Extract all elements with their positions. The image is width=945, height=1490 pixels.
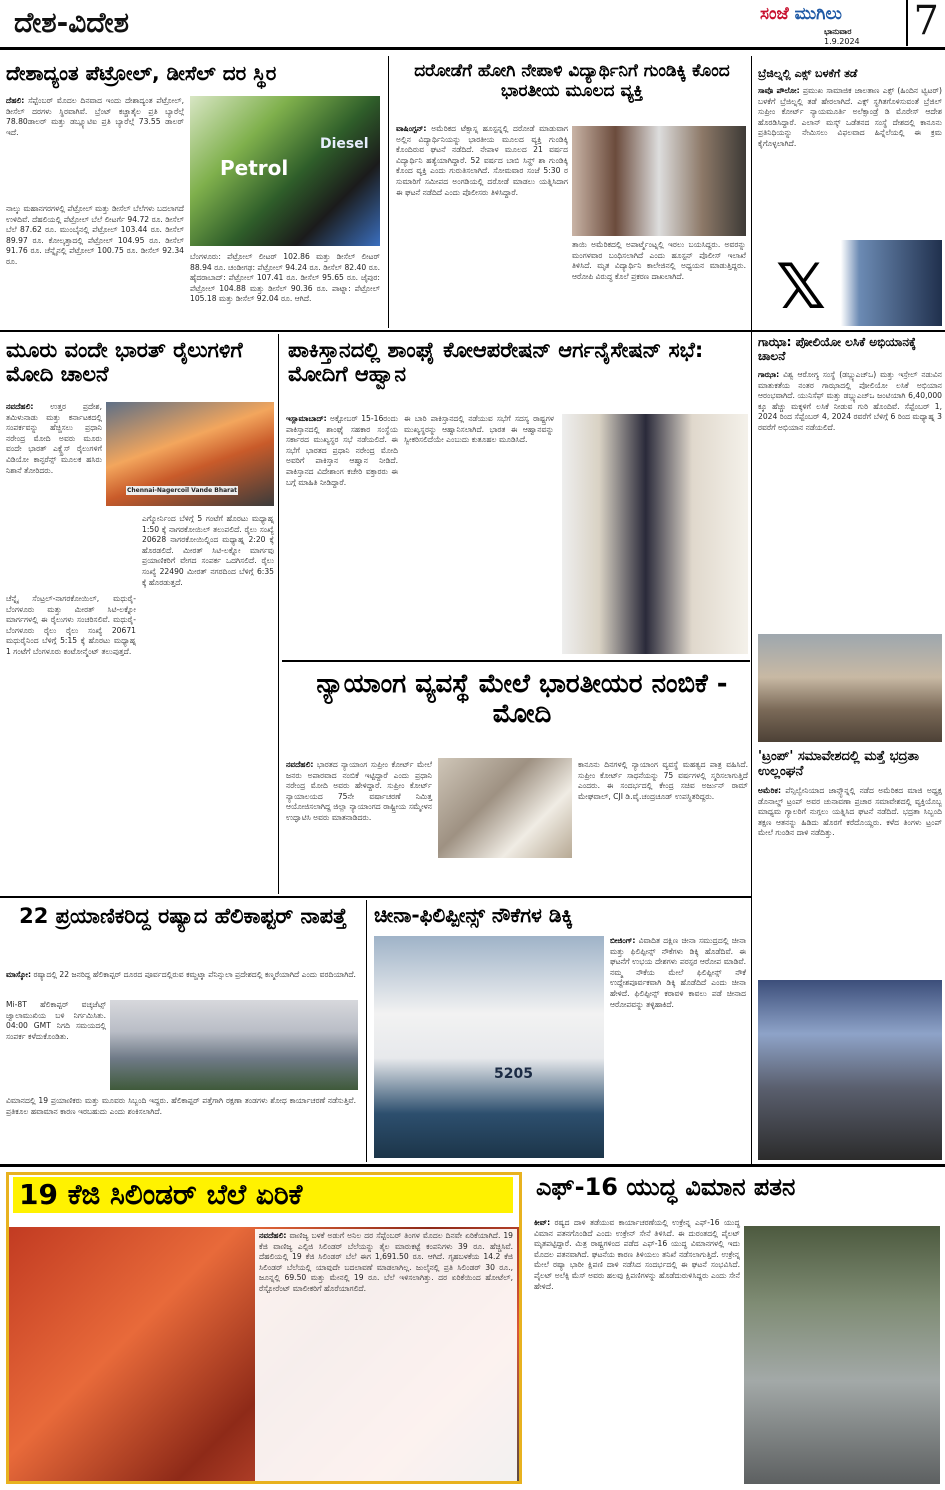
headline: ಬ್ರೆಜಿಲ್ನಲ್ಲಿ ಎಕ್ಸ್ ಬಳಕೆಗೆ ತಡೆ — [758, 67, 858, 80]
section-rule — [0, 330, 752, 332]
article-body: ಚೆನ್ನೈ ಸೆಂಟ್ರಲ್-ನಾಗರಕೋಯಿಲ್, ಮಧುರೈ-ಬೆಂಗಳೂರು ಮತ್ತು ಮೀರತ್ ಸಿಟಿ-ಲಕ್ನೋ ಮಾರ್ಗಗಳಲ್ಲಿ ಈ ರೈಲುಗಳು ಸಂಚರಿಸಲಿವೆ. ಮಧುರೈ-ಬೆಂಗಳೂರು ರೈಲು ರೈಲು ಸಂಖ್ಯೆ 20671 ಮಧುರೈನಿಂದ ಬೆಳಿಗ್ಗೆ 5:15 ಕ್ಕೆ ಹೊರಟು ಮಧ್ಯಾಹ್ನ 1 ಗಂಟೆಗೆ ಬೆಂಗಳೂರು ಕಂಟೋನ್ಮೆಂಟ್ ತಲುಪುತ್ತದೆ. — [6, 594, 136, 656]
headline: ಗಾಝಾ: ಪೋಲಿಯೋ ಲಸಿಕೆ ಅಭಿಯಾನಕ್ಕೆ ಚಾಲನೆ — [758, 335, 917, 363]
body-paragraph: ಅಮೆರಿಕದ ಟೆಕ್ಸಾಸ್ನ ಹೂಸ್ಟನ್ನಲ್ಲಿ ದರೋಡೆ ಮಾಡುವಾಗ ಅಲ್ಲಿನ ವಿದ್ಯಾರ್ಥಿನಿಯನ್ನು ಭಾರತೀಯ ಮೂಲದ ವ್ಯಕ್ತಿ ಗುಂಡಿಕ್ಕಿ ಕೊಂದಿರುವ ಘಟನೆ ನಡೆದಿದೆ. ನೇಪಾಳ ಮೂಲದ 21 ವರ್ಷದ ವಿದ್ಯಾರ್ಥಿನಿ ಹತ್ಯೆಯಾಗಿದ್ದಾರೆ. 52 ವರ್ಷದ ಬಾಬಿ ಸಿನ್ಹ್ ಶಾ ಗುಂಡಿಕ್ಕಿ ಕೊಂದ ವ್ಯಕ್ತಿ ಎಂದು ಗುರುತಿಸಲಾಗಿದೆ. ಸೋಮವಾರ ಸಂಜೆ 5:30 ರ ಸುಮಾರಿಗೆ ಸಮೀಪದ ಅಂಗಡಿಯಲ್ಲಿ ದರೋಡೆ ಮಾಡಲು ಯತ್ನಿಸಿದಾಗ ಈ ಘಟನೆ ನಡೆದಿದೆ ಎಂದು ಪೊಲೀಸರು ತಿಳಿಸಿದ್ದಾರೆ. — [396, 124, 568, 197]
section-title: ದೇಶ-ವಿದೇಶ — [14, 6, 129, 39]
coast-guard-ship-photo — [374, 936, 604, 1158]
body-paragraph: ಸೆಪ್ಟೆಂಬರ್ ಮೊದಲ ದಿನವಾದ ಇಂದು ದೇಶಾದ್ಯಂತ ಪೆಟ್ರೋಲ್, ಡೀಸೆಲ್ ದರಗಳು ಸ್ಥಿರವಾಗಿವೆ. ಬ್ರೆಂಟ್ ಕಚ್ಚಾತೈಲ ಪ್ರತಿ ಬ್ಯಾರೆಲ್ಗೆ 78.80ಡಾಲರ್ ಮತ್ತು ಡಬ್ಲ್ಯೂಟಿಐ ಪ್ರತಿ ಬ್ಯಾರೆಲ್ಗೆ 73.55 ಡಾಲರ್ ಇದೆ. — [6, 96, 184, 137]
article-body: Mi-8T ಹೆಲಿಕಾಪ್ಟರ್ ವಚ್ಕಜೆಟ್ಸ್ ಜ್ವಾಲಾಮುಖಿಯ ಬಳಿ ನಿರ್ಗಮಿಸಿತು. 04:00 GMT ನಿಗದಿ ಸಮಯದಲ್ಲಿ ಸಂಪರ್ಕ ಕಳೆದುಕೊಂಡಿತು. — [6, 1000, 106, 1041]
train-sign-label: Chennai-Nagercoil Vande Bharat — [127, 487, 238, 494]
x-logo-icon: 𝕏 — [776, 250, 826, 323]
f16-jet-photo — [744, 1226, 940, 1484]
gaza-rubble-photo — [758, 634, 942, 742]
article-body: ತಾಯಿ ಅಮೆರಿಕದಲ್ಲಿ ಅಪಾರ್ಟ್ಮೆಂಟ್ನಲ್ಲಿ ಇರಲು ಬಯಸಿದ್ದರು. ಅವರನ್ನು ಮಂಗಳವಾರ ಬಂಧಿಸಲಾಗಿದೆ ಎಂದು ಹೂಸ್ಟನ್ ಪೊಲೀಸ್ ಇಲಾಖೆ ತಿಳಿಸಿದೆ. ಮೃತ ವಿದ್ಯಾರ್ಥಿನಿ ಕಾಲೇಜಿನಲ್ಲಿ ಅಧ್ಯಯನ ಮಾಡುತ್ತಿದ್ದರು. ಆರೋಪಿ ವಿರುದ್ಧ ಕೊಲೆ ಪ್ರಕರಣ ದಾಖಲಾಗಿದೆ. — [572, 240, 746, 281]
column-rule — [751, 56, 752, 1166]
victim-and-accused-photo — [572, 126, 746, 236]
headline: 19 ಕೆಜಿ ಸಿಲಿಂಡರ್ ಬೆಲೆ ಏರಿಕೆ — [13, 1177, 513, 1213]
petrol-label: Petrol — [220, 156, 289, 180]
modi-meeting-photo — [562, 414, 748, 654]
dateline: ಬೀಜಿಂಗ್: — [610, 936, 636, 945]
page-number: 7 — [906, 0, 939, 46]
headline: ಎಫ್-16 ಯುದ್ಧ ವಿಮಾನ ಪತನ — [536, 1173, 796, 1201]
article-petrol — [0, 56, 385, 328]
article-body — [534, 1218, 740, 1484]
article-body — [758, 370, 942, 636]
brand-logo-left: ಸಂಜೆ — [760, 4, 789, 24]
article-body: ನಾಲ್ಕು ಮಹಾನಗರಗಳಲ್ಲಿ ಪೆಟ್ರೋಲ್ ಮತ್ತು ಡೀಸೆಲ್ ಬೆಲೆಗಳು ಬದಲಾಗದೆ ಉಳಿದಿವೆ. ದೆಹಲಿಯಲ್ಲಿ ಪೆಟ್ರೋಲ್ ಬೆಲೆ ಲೀಟರ್ಗೆ 94.72 ರೂ. ಡೀಸೆಲ್ ಬೆಲೆ 87.62 ರೂ. ಮುಂಬೈನಲ್ಲಿ ಪೆಟ್ರೋಲ್ 103.44 ರೂ. ಡೀಸೆಲ್ 89.97 ರೂ. ಕೋಲ್ಕತ್ತಾದಲ್ಲಿ ಪೆಟ್ರೋಲ್ 104.95 ರೂ. ಡೀಸೆಲ್ 91.76 ರೂ. ಚೆನ್ನೈನಲ್ಲಿ ಪೆಟ್ರೋಲ್ 100.75 ರೂ. ಡೀಸೆಲ್ 92.34 ರೂ. — [6, 204, 184, 266]
issue-day: ಭಾನುವಾರ — [824, 27, 852, 36]
article-cylinder-price — [6, 1172, 522, 1484]
article-body: ವಿಮಾನದಲ್ಲಿ 19 ಪ್ರಯಾಣಿಕರು ಮತ್ತು ಮೂವರು ಸಿಬ್ಬಂದಿ ಇದ್ದರು. ಹೆಲಿಕಾಪ್ಟರ್ ಪತ್ತೆಗಾಗಿ ರಕ್ಷಣಾ ತಂಡಗಳು ಶೋಧ ಕಾರ್ಯಾಚರಣೆ ನಡೆಸುತ್ತಿವೆ. ಪ್ರತಿಕೂಲ ಹವಾಮಾನ ಕಾರಣ ಇರಬಹುದು ಎಂದು ಶಂಕಿಸಲಾಗಿದೆ. — [6, 1096, 356, 1116]
dateline: ಮಾಸ್ಕೋ: — [6, 970, 32, 979]
dateline: ಗಾಝಾ: — [758, 370, 780, 379]
article-body: ಕಾನೂನು ದಿನಗಳಲ್ಲಿ ನ್ಯಾಯಾಂಗ ವ್ಯವಸ್ಥೆ ಮಹತ್ವದ ಪಾತ್ರ ವಹಿಸಿದೆ. ಸುಪ್ರೀಂ ಕೋರ್ಟ್ ಸಾಧನೆಯನ್ನು 75 ವರ್ಷಗಳಲ್ಲಿ ಸ್ಮರಿಸಲಾಗುತ್ತಿದೆ ಎಂದರು. ಈ ಸಂದರ್ಭದಲ್ಲಿ ಕೇಂದ್ರ ಸಚಿವ ಅರ್ಜುನ್ ರಾಮ್ ಮೇಘವಾಲ್, CJI ಡಿ.ವೈ.ಚಂದ್ರಚೂಡ್ ಉಪಸ್ಥಿತರಿದ್ದರು. — [578, 760, 748, 801]
article-body — [396, 124, 568, 324]
body-paragraph: ಪೆನ್ಸಿಲ್ವೇನಿಯಾದ ಜಾನ್ಸ್ಟೌನ್ನಲ್ಲಿ ನಡೆದ ಅಮೆರಿಕದ ಮಾಜಿ ಅಧ್ಯಕ್ಷ ಡೊನಾಲ್ಡ್ ಟ್ರಂಪ್ ಅವರ ಚುನಾವಣಾ ಪ್ರಚಾರ ಸಮಾವೇಶದಲ್ಲಿ ವ್ಯಕ್ತಿಯೊಬ್ಬ ಮಾಧ್ಯಮ ಗ್ಯಾಲರಿಗೆ ನುಗ್ಗಲು ಯತ್ನಿಸಿದ ಘಟನೆ ನಡೆದಿದೆ. ಭದ್ರತಾ ಸಿಬ್ಬಂದಿ ತಕ್ಷಣ ಆತನನ್ನು ಹಿಡಿದು ಹೊರಗೆ ಕರೆದೊಯ್ದರು. ಕಳೆದ ತಿಂಗಳು ಟ್ರಂಪ್ ಮೇಲೆ ಗುಂಡಿನ ದಾಳಿ ನಡೆದಿತ್ತು. — [758, 786, 942, 838]
article-body — [255, 1229, 517, 1481]
vande-bharat-train-photo — [106, 402, 274, 506]
body-paragraph: ಅಕ್ಟೋಬರ್ 15-16ರಂದು ಪಾಕಿಸ್ತಾನದಲ್ಲಿ ಶಾಂಘೈ ಸಹಕಾರ ಸಂಸ್ಥೆಯ ಸರ್ಕಾರದ ಮುಖ್ಯಸ್ಥರ ಸಭೆ ನಡೆಯಲಿದೆ. ಈ ಸಭೆಗೆ ಭಾರತದ ಪ್ರಧಾನಿ ನರೇಂದ್ರ ಮೋದಿ ಅವರಿಗೆ ಪಾಕಿಸ್ತಾನ ಆಹ್ವಾನ ನೀಡಿದೆ. ಪಾಕಿಸ್ತಾನದ ವಿದೇಶಾಂಗ ಕಚೇರಿ ವಕ್ತಾರರು ಈ ಬಗ್ಗೆ ಮಾಹಿತಿ ನೀಡಿದ್ದಾರೆ. — [286, 414, 398, 487]
article-gaza-polio — [754, 334, 945, 744]
article-body — [758, 86, 942, 236]
body-paragraph: ಉತ್ತರ ಪ್ರದೇಶ, ತಮಿಳುನಾಡು ಮತ್ತು ಕರ್ನಾಟಕದಲ್ಲಿ ಸಂಪರ್ಕವನ್ನು ಹೆಚ್ಚಿಸಲು ಪ್ರಧಾನಿ ನರೇಂದ್ರ ಮೋದಿ ಅವರು ಮೂರು ವಂದೇ ಭಾರತ್ ಎಕ್ಸ್ಪ್ರೆಸ್ ರೈಲುಗಳಿಗೆ ವಿಡಿಯೋ ಕಾನ್ಫರೆನ್ಸ್ ಮೂಲಕ ಹಸಿರು ನಿಶಾನೆ ತೋರಿದರು. — [6, 402, 102, 475]
body-paragraph: ಪ್ರಮುಖ ಸಾಮಾಜಿಕ ಜಾಲತಾಣ ಎಕ್ಸ್ (ಹಿಂದಿನ ಟ್ವಿಟರ್) ಬಳಕೆಗೆ ಬ್ರೆಜಿಲ್ನಲ್ಲಿ ತಡೆ ಹೇರಲಾಗಿದೆ. ಎಕ್ಸ್ ಸ್ಥಗಿತಗೊಳಿಸುವಂತೆ ಬ್ರೆಜಿಲ್ ಸುಪ್ರೀಂ ಕೋರ್ಟ್ ನ್ಯಾಯಮೂರ್ತಿ ಅಲೆಕ್ಸಾಂಡ್ರೆ ಡಿ ಮೊರೇಸ್ ಆದೇಶ ಹೊರಡಿಸಿದ್ದಾರೆ. ಎಲಾನ್ ಮಸ್ಕ್ ಒಡೆತನದ ಸಂಸ್ಥೆ ದೇಶದಲ್ಲಿ ಕಾನೂನು ಪ್ರತಿನಿಧಿಯನ್ನು ನೇಮಿಸಲು ವಿಫಲವಾದ ಹಿನ್ನೆಲೆಯಲ್ಲಿ ಈ ಕ್ರಮ ಕೈಗೊಳ್ಳಲಾಗಿದೆ. — [758, 86, 942, 148]
article-judiciary-modi — [282, 664, 750, 894]
article-sco-meeting — [282, 334, 750, 658]
section-rule — [0, 896, 752, 898]
column-rule — [278, 334, 279, 894]
headline: ಚೀನಾ-ಫಿಲಿಪ್ಪೀನ್ಸ್ ನೌಕೆಗಳ ಡಿಕ್ಕಿ — [374, 903, 573, 927]
article-body — [6, 402, 102, 592]
ship-number-label: 5205 — [494, 1066, 533, 1082]
section-rule — [752, 330, 945, 332]
fuel-pump-photo — [190, 96, 380, 246]
dateline: ದೆಹಲಿ: — [6, 96, 25, 105]
dateline: ಸಾವೊ ಪೌಲೋ: — [758, 86, 800, 95]
section-header — [0, 0, 752, 50]
section-rule — [282, 660, 750, 662]
body-paragraph: ವಿವಾದಿತ ದಕ್ಷಿಣ ಚೀನಾ ಸಮುದ್ರದಲ್ಲಿ ಚೀನಾ ಮತ್ತು ಫಿಲಿಪ್ಪೀನ್ಸ್ ನೌಕೆಗಳು ಡಿಕ್ಕಿ ಹೊಡೆದಿವೆ. ಈ ಘಟನೆಗೆ ಉಭಯ ದೇಶಗಳು ಪರಸ್ಪರ ಆರೋಪ ಮಾಡಿವೆ. ನಮ್ಮ ನೌಕೆಯ ಮೇಲೆ ಫಿಲಿಪ್ಪೀನ್ಸ್ ನೌಕೆ ಉದ್ದೇಶಪೂರ್ವಕವಾಗಿ ಡಿಕ್ಕಿ ಹೊಡೆದಿದೆ ಎಂದು ಚೀನಾ ಹೇಳಿದೆ. ಫಿಲಿಪ್ಪೀನ್ಸ್ ಕರಾವಳಿ ಕಾವಲು ಪಡೆ ಚೀನಾದ ಆರೋಪವನ್ನು ತಳ್ಳಿಹಾಕಿದೆ. — [610, 936, 747, 1009]
dateline: ನವದೆಹಲಿ: — [6, 402, 34, 411]
body-paragraph: ರಷ್ಯದ ದಾಳಿ ತಡೆಯುವ ಕಾರ್ಯಾಚರಣೆಯಲ್ಲಿ ಉಕ್ರೇನ್ನ ಎಫ್-16 ಯುದ್ಧ ವಿಮಾನ ಪತನಗೊಂಡಿದೆ ಎಂದು ಉಕ್ರೇನ್ ಸೇನೆ ತಿಳಿಸಿದೆ. ಈ ದುರಂತದಲ್ಲಿ ಪೈಲಟ್ ಮೃತಪಟ್ಟಿದ್ದಾರೆ. ಮಿತ್ರ ರಾಷ್ಟ್ರಗಳಿಂದ ಪಡೆದ ಎಫ್-16 ಯುದ್ಧ ವಿಮಾನಗಳಲ್ಲಿ ಇದು ಮೊದಲ ಪತನವಾಗಿದೆ. ಘಟನೆಯ ಕಾರಣ ತಿಳಿಯಲು ತನಿಖೆ ನಡೆಸಲಾಗುತ್ತಿದೆ. ಉಕ್ರೇನ್ನ ಮೇಲೆ ರಷ್ಯಾ ಭಾರೀ ಕ್ಷಿಪಣಿ ದಾಳಿ ನಡೆಸಿದ ಸಂದರ್ಭದಲ್ಲಿ ಈ ಘಟನೆ ಸಂಭವಿಸಿದೆ. ಪೈಲಟ್ ಅಲೆಕ್ಸಿ ಮೆಸ್ ಅವರು ಹಲವು ಕ್ಷಿಪಣಿಗಳನ್ನು ಹೊಡೆದುರುಳಿಸಿದ್ದರು ಎಂದು ಸೇನೆ ಹೇಳಿದೆ. — [534, 1218, 740, 1291]
article-body — [286, 414, 398, 654]
article-body — [6, 970, 356, 1000]
dateline: ನವದೆಹಲಿ: — [259, 1231, 287, 1240]
newspaper-brand — [752, 0, 945, 50]
body-paragraph: ಭಾರತದ ನ್ಯಾಯಾಂಗ ಸುಪ್ರೀಂ ಕೋರ್ಟ್ ಮೇಲೆ ಜನರು ಅಪಾರವಾದ ನಂಬಿಕೆ ಇಟ್ಟಿದ್ದಾರೆ ಎಂದು ಪ್ರಧಾನಿ ನರೇಂದ್ರ ಮೋದಿ ಅವರು ಹೇಳಿದ್ದಾರೆ. ಸುಪ್ರೀಂ ಕೋರ್ಟ್ ನ್ಯಾಯಾಲಯದ 75ನೇ ವರ್ಷಾಚರಣೆ ನಿಮಿತ್ತ ಆಯೋಜಿಸಲಾಗಿದ್ದ ಜಿಲ್ಲಾ ನ್ಯಾಯಾಂಗದ ರಾಷ್ಟ್ರೀಯ ಸಮ್ಮೇಳನ ಉದ್ಘಾಟಿಸಿ ಅವರು ಮಾತನಾಡಿದರು. — [286, 760, 432, 822]
helicopter-photo — [110, 1000, 358, 1090]
article-nepal-student — [392, 56, 750, 328]
article-vande-bharat — [0, 334, 276, 894]
article-body — [610, 936, 746, 1158]
article-body — [286, 760, 432, 890]
headline: ಮೂರು ವಂದೇ ಭಾರತ್ ರೈಲುಗಳಿಗೆ ಮೋದಿ ಚಾಲನೆ — [6, 338, 243, 387]
article-body — [758, 786, 942, 976]
issue-date: 1.9.2024 — [824, 37, 860, 46]
dateline: ವಾಷಿಂಗ್ಟನ್: — [396, 124, 427, 133]
body-paragraph: ವಾಣಿಜ್ಯ ಬಳಕೆ ಅಡುಗೆ ಅನಿಲ ದರ ಸೆಪ್ಟೆಂಬರ್ ತಿಂಗಳ ಮೊದಲ ದಿನವೇ ಏರಿಕೆಯಾಗಿದೆ. 19 ಕೆಜಿ ವಾಣಿಜ್ಯ ಎಲ್ಪಿಜಿ ಸಿಲಿಂಡರ್ ಬೆಲೆಯನ್ನು ತೈಲ ಮಾರುಕಟ್ಟೆ ಕಂಪನಿಗಳು 39 ರೂ. ಹೆಚ್ಚಿಸಿವೆ. ದೆಹಲಿಯಲ್ಲಿ 19 ಕೆಜಿ ಸಿಲಿಂಡರ್ ಬೆಲೆ ಈಗ 1,691.50 ರೂ. ಆಗಿದೆ. ಗೃಹಬಳಕೆಯ 14.2 ಕೆಜಿ ಸಿಲಿಂಡರ್ ಬೆಲೆಯಲ್ಲಿ ಯಾವುದೇ ಬದಲಾವಣೆ ಮಾಡಲಾಗಿಲ್ಲ. ಜುಲೈನಲ್ಲಿ ಪ್ರತಿ ಸಿಲಿಂಡರ್ 30 ರೂ., ಜೂನ್ನಲ್ಲಿ 69.50 ಮತ್ತು ಮೇನಲ್ಲಿ 19 ರೂ. ಬೆಲೆ ಇಳಿಸಲಾಗಿತ್ತು. ದರ ಏರಿಕೆಯಿಂದ ಹೋಟೆಲ್, ರೆಸ್ಟೋರೆಂಟ್ ಮಾಲೀಕರಿಗೆ ಹೊರೆಯಾಗಲಿದೆ. — [259, 1231, 514, 1293]
trump-rally-photo — [758, 980, 942, 1160]
section-rule — [0, 1164, 945, 1167]
body-paragraph: ರಷ್ಯಾದಲ್ಲಿ 22 ಜನರಿದ್ದ ಹೆಲಿಕಾಪ್ಟರ್ ದೂರದ ಪೂರ್ವದಲ್ಲಿರುವ ಕಮ್ಚಟ್ಕಾ ಪೆನಿನ್ಸುಲಾ ಪ್ರದೇಶದಲ್ಲಿ ಕಣ್ಮರೆಯಾಗಿದೆ ಎಂದು ವರದಿಯಾಗಿದೆ. — [33, 970, 356, 979]
brand-logo — [760, 4, 842, 24]
column-rule — [366, 900, 367, 1162]
headline: 22 ಪ್ರಯಾಣಿಕರಿದ್ದ ರಷ್ಯಾದ ಹೆಲಿಕಾಪ್ಟರ್ ನಾಪತ್ತೆ — [19, 904, 347, 928]
dateline: ಅಮೆರಿಕ: — [758, 786, 781, 795]
dateline: ನವದೆಹಲಿ: — [286, 760, 314, 769]
x-logo-musk-photo — [758, 240, 942, 326]
headline: ದೇಶಾದ್ಯಂತ ಪೆಟ್ರೋಲ್, ಡೀಸೆಲ್ ದರ ಸ್ಥಿರ — [6, 61, 277, 85]
dateline: ಇಸ್ಲಾಮಾಬಾದ್: — [286, 414, 327, 423]
headline: ನ್ಯಾಯಾಂಗ ವ್ಯವಸ್ಥೆ ಮೇಲೆ ಭಾರತೀಯರ ನಂಬಿಕೆ - ಮೋದಿ — [316, 669, 728, 729]
article-russia-helicopter — [0, 900, 362, 1162]
body-paragraph: ವಿಶ್ವ ಆರೋಗ್ಯ ಸಂಸ್ಥೆ (ಡಬ್ಲ್ಯುಎಚ್ಒ) ಮತ್ತು ಇಸ್ರೇಲ್ ನಡುವಿನ ಮಾತುಕತೆಯ ನಂತರ ಗಾಝಾದಲ್ಲಿ ಪೋಲಿಯೋ ಲಸಿಕೆ ಅಭಿಯಾನ ಆರಂಭವಾಗಿದೆ. ಯುನಿಸೆಫ್ ಮತ್ತು ಡಬ್ಲ್ಯುಎಚ್ಒ ಜಂಟಿಯಾಗಿ 6,40,000 ಕ್ಕೂ ಹೆಚ್ಚು ಮಕ್ಕಳಿಗೆ ಲಸಿಕೆ ನೀಡುವ ಗುರಿ ಹೊಂದಿವೆ. ಸೆಪ್ಟೆಂಬರ್ 1, 2024 ರಿಂದ ಸೆಪ್ಟೆಂಬರ್ 4, 2024 ರವರೆಗೆ ಬೆಳಿಗ್ಗೆ 6 ರಿಂದ ಮಧ್ಯಾಹ್ನ 3 ರವರೆಗೆ ಅಭಿಯಾನ ನಡೆಯಲಿದೆ. — [758, 370, 942, 432]
dateline: ಕೀವ್: — [534, 1218, 551, 1227]
headline: ದರೋಡೆಗೆ ಹೋಗಿ ನೇಪಾಳಿ ವಿದ್ಯಾರ್ಥಿನಿಗೆ ಗುಂಡಿಕ್ಕಿ ಕೊಂದ ಭಾರತೀಯ ಮೂಲದ ವ್ಯಕ್ತಿ — [414, 61, 730, 101]
headline: ಪಾಕಿಸ್ತಾನದಲ್ಲಿ ಶಾಂಘೈ ಕೋಆಪರೇಷನ್ ಆರ್ಗನೈಸೇಷನ್ ಸಭೆ: ಮೋದಿಗೆ ಆಹ್ವಾನ — [288, 338, 704, 387]
column-rule — [388, 56, 389, 328]
headline: 'ಟ್ರಂಪ್' ಸಮಾವೇಶದಲ್ಲಿ ಮತ್ತೆ ಭದ್ರತಾ ಉಲ್ಲಂಘನೆ — [758, 749, 919, 779]
article-body: ಬೆಂಗಳೂರು: ಪೆಟ್ರೋಲ್ ಲೀಟರ್ 102.86 ಮತ್ತು ಡೀಸೆಲ್ ಲೀಟರ್ 88.94 ರೂ. ಚಂಡೀಗಢ: ಪೆಟ್ರೋಲ್ 94.24 ರೂ. ಡೀಸೆಲ್ 82.40 ರೂ. ಹೈದರಾಬಾದ್: ಪೆಟ್ರೋಲ್ 107.41 ರೂ. ಡೀಸೆಲ್ 95.65 ರೂ. ಜೈಪುರ: ಪೆಟ್ರೋಲ್ 104.88 ಮತ್ತು ಡೀಸೆಲ್ 90.36 ರೂ. ಪಾಟ್ನಾ: ಪೆಟ್ರೋಲ್ 105.18 ಮತ್ತು ಡೀಸೆಲ್ 92.04 ರೂ. ಆಗಿದೆ. — [190, 252, 380, 304]
modi-portrait-photo — [438, 758, 572, 858]
article-trump-security — [754, 746, 945, 1162]
article-f16-crash — [530, 1172, 945, 1490]
article-body: ಈ ಬಾರಿ ಪಾಕಿಸ್ತಾನದಲ್ಲಿ ನಡೆಯುವ ಸಭೆಗೆ ಸದಸ್ಯ ರಾಷ್ಟ್ರಗಳ ಮುಖ್ಯಸ್ಥರನ್ನು ಆಹ್ವಾನಿಸಲಾಗಿದೆ. ಭಾರತ ಈ ಆಹ್ವಾನವನ್ನು ಸ್ವೀಕರಿಸಲಿದೆಯೇ ಎಂಬುದು ಕುತೂಹಲ ಮೂಡಿಸಿದೆ. — [404, 414, 554, 445]
article-body: ಎಗ್ಮೋರ್ನಿಂದ ಬೆಳಿಗ್ಗೆ 5 ಗಂಟೆಗೆ ಹೊರಟು ಮಧ್ಯಾಹ್ನ 1:50 ಕ್ಕೆ ನಾಗರಕೋಯಿಲ್ ತಲುಪಲಿದೆ. ರೈಲು ಸಂಖ್ಯೆ 20628 ನಾಗರಕೋಯಿಲ್ನಿಂದ ಮಧ್ಯಾಹ್ನ 2:20 ಕ್ಕೆ ಹೊರಡಲಿದೆ. ಮೀರತ್ ಸಿಟಿ-ಲಕ್ನೋ ಮಾರ್ಗವು ಪ್ರಯಾಣಿಕರಿಗೆ ವೇಗದ ಸಂಪರ್ಕ ಒದಗಿಸಲಿದೆ. ರೈಲು ಸಂಖ್ಯೆ 22490 ಮೀರತ್ ನಗರದಿಂದ ಬೆಳಿಗ್ಗೆ 6:35 ಕ್ಕೆ ಹೊರಡುತ್ತದೆ. — [142, 514, 274, 587]
article-brazil-x-ban — [754, 56, 945, 328]
diesel-label: Diesel — [320, 136, 369, 152]
article-china-philippines — [370, 900, 750, 1162]
brand-logo-right: ಮುಗಿಲು — [794, 4, 842, 24]
